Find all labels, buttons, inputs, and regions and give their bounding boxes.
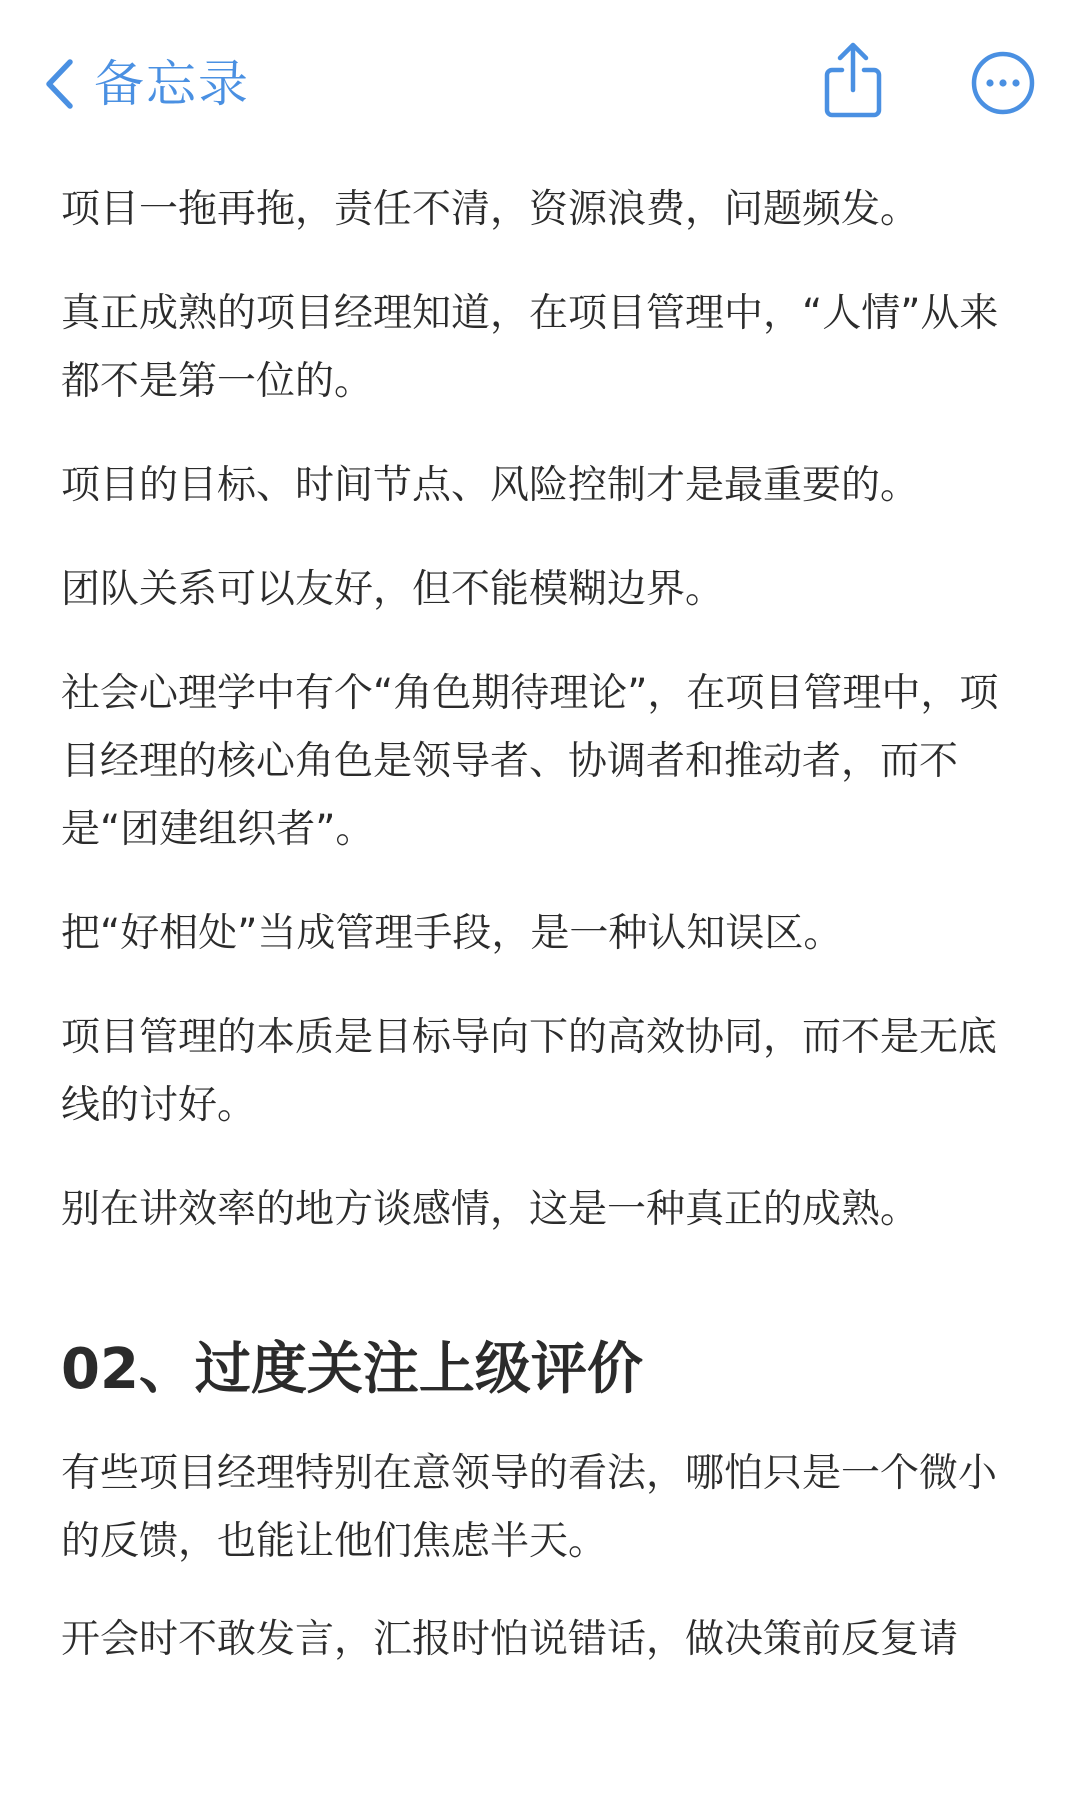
navigation-bar	[0, 0, 1080, 170]
note-paragraph: 项目一拖再拖，责任不清，资源浪费，问题频发。	[61, 187, 920, 232]
back-label: 备忘录	[94, 55, 250, 113]
note-paragraph: 项目管理的本质是目标导向下的高效协同，而不是无底线的讨好。	[61, 1015, 998, 1128]
note-paragraph: 把“好相处”当成管理手段，是一种认知误区。	[61, 911, 843, 956]
ellipsis-circle-icon	[970, 101, 1036, 120]
chevron-left-icon	[44, 58, 74, 110]
section-heading: 02、过度关注上级评价	[61, 1337, 643, 1402]
note-body[interactable]	[61, 176, 1021, 1704]
share-icon	[818, 105, 888, 124]
more-button[interactable]	[970, 50, 1036, 116]
note-paragraph: 团队关系可以友好，但不能模糊边界。	[61, 567, 725, 612]
note-paragraph: 真正成熟的项目经理知道，在项目管理中，“人情”从来都不是第一位的。	[61, 291, 999, 404]
back-button[interactable]	[44, 48, 250, 120]
note-paragraph: 项目的目标、时间节点、风险控制才是最重要的。	[61, 463, 920, 508]
share-button[interactable]	[818, 40, 888, 120]
note-paragraph: 开会时不敢发言，汇报时怕说错话，做决策前反复请	[61, 1617, 959, 1662]
note-paragraph: 有些项目经理特别在意领导的看法，哪怕只是一个微小的反馈，也能让他们焦虑半天。	[61, 1451, 998, 1564]
note-paragraph: 社会心理学中有个“角色期待理论”，在项目管理中，项目经理的核心角色是领导者、协调者和推动者，而不是“团建组织者”。	[61, 671, 999, 852]
note-paragraph: 别在讲效率的地方谈感情，这是一种真正的成熟。	[61, 1187, 920, 1232]
